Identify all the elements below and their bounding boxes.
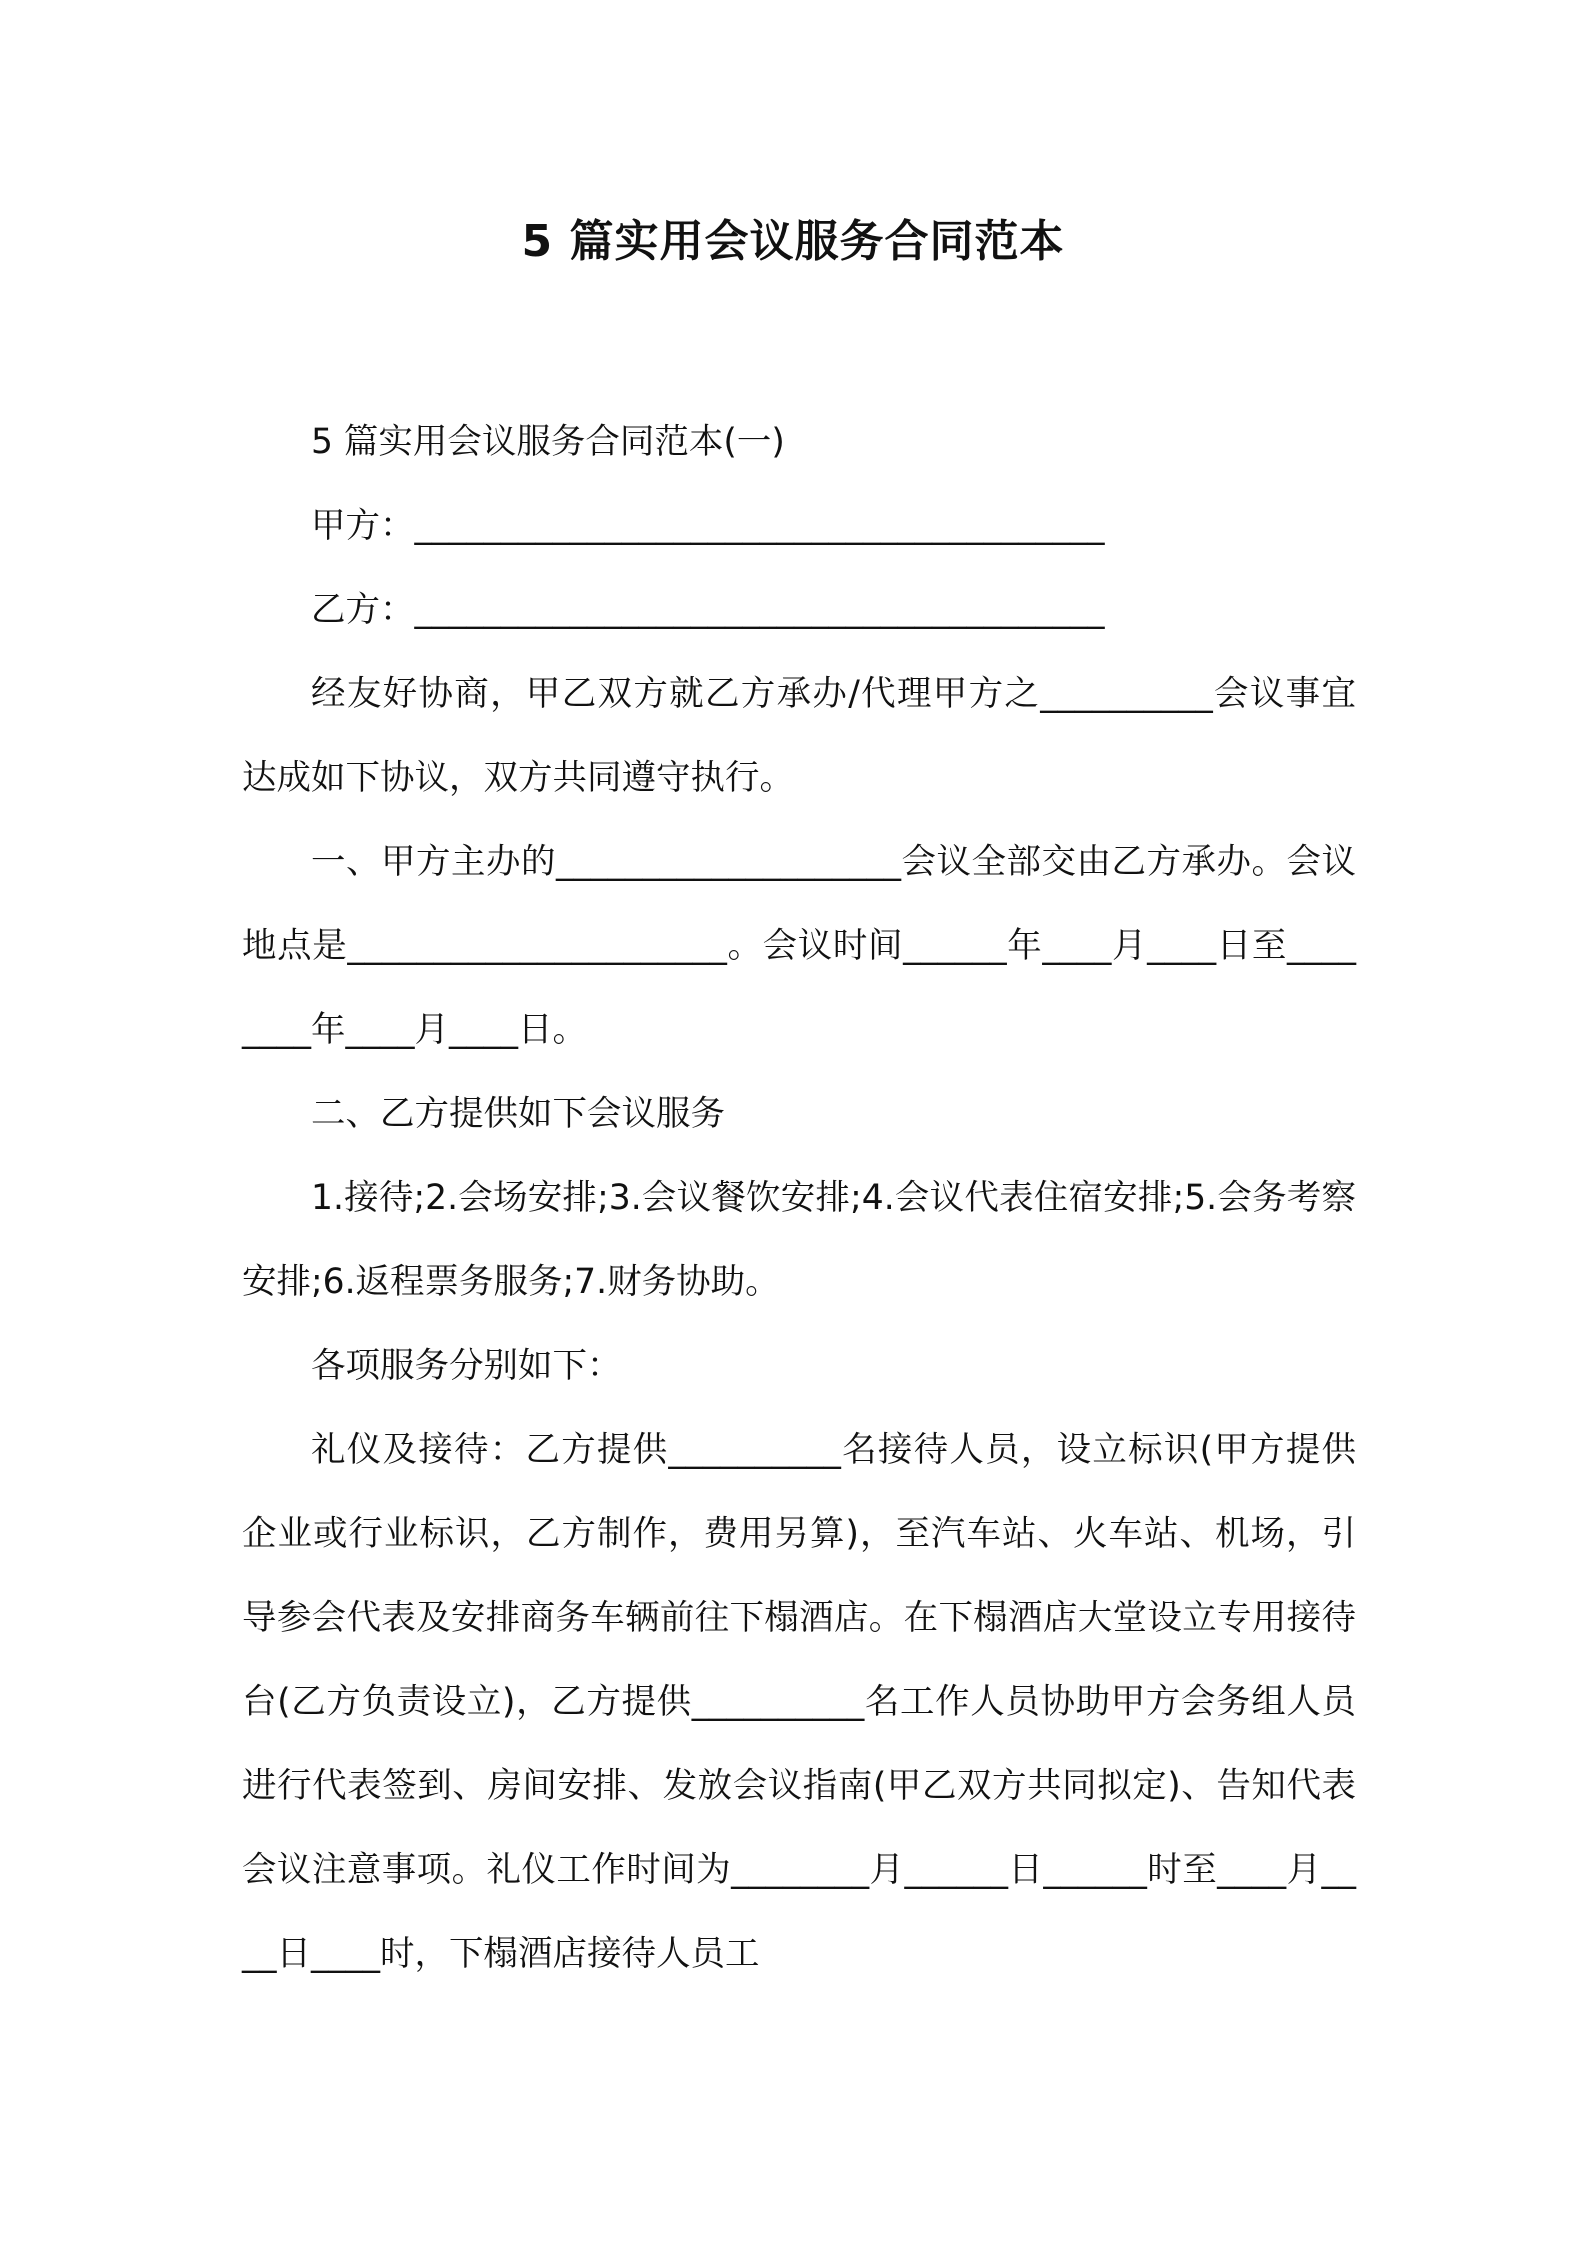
party-b-line: 乙方：________________________________________ — [311, 590, 1105, 630]
clause-two-heading: 二、乙方提供如下会议服务 — [311, 1094, 725, 1134]
document-body — [242, 400, 1356, 1996]
intro-paragraph: 经友好协商，甲乙双方就乙方承办/代理甲方之__________会议事宜达成如下协议，双方共同遵守执行。 — [242, 674, 1356, 798]
services-list-paragraph: 1.接待;2.会场安排;3.会议餐饮安排;4.会议代表住宿安排;5.会务考察安排;6.返程票务服务;7.财务协助。 — [242, 1178, 1356, 1302]
party-a-line: 甲方：________________________________________ — [311, 506, 1105, 546]
services-detail-heading: 各项服务分别如下： — [311, 1346, 622, 1386]
reception-paragraph: 礼仪及接待：乙方提供__________名接待人员，设立标识(甲方提供企业或行业标识，乙方制作，费用另算)，至汽车站、火车站、机场，引导参会代表及安排商务车辆前往下榻酒店。在下榻酒店大堂设立专用接待台(乙方负责设立)，乙方提供__________名工作人员协助甲方会务组人员进行代表签到、房间安排、发放会议指南(甲乙双方共同拟定)、告知代表会议注意事项。礼仪工作时间为________月______日______时至____月____日____时，下榻酒店接待人员工 — [242, 1430, 1356, 1974]
section-heading: 5 篇实用会议服务合同范本(一) — [311, 422, 785, 462]
clause-one-paragraph: 一、甲方主办的____________________会议全部交由乙方承办。会议地点是______________________。会议时间______年____月____日至________年____月____日。 — [242, 842, 1356, 1050]
document-title: 5 篇实用会议服务合同范本 — [521, 216, 1065, 267]
